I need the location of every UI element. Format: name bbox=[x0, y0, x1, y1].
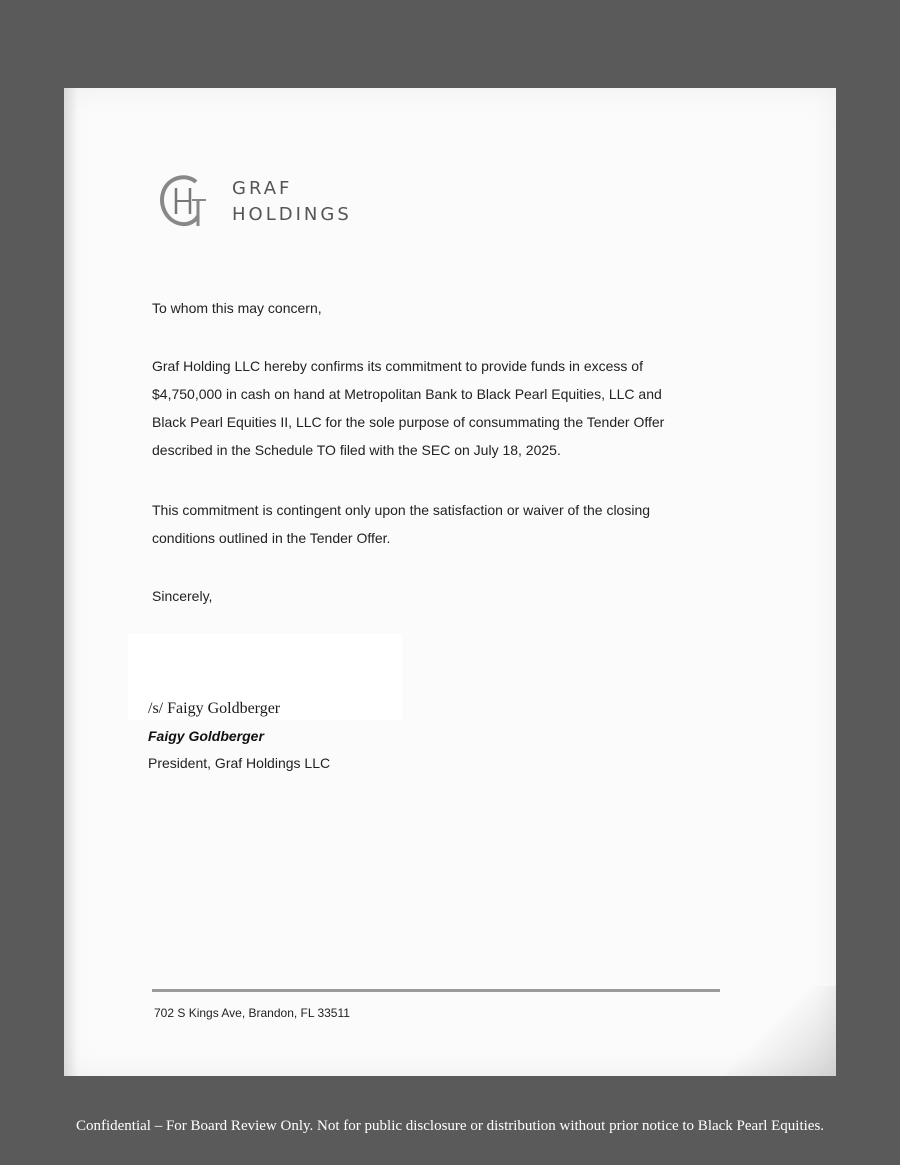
paper-corner-shadow bbox=[726, 986, 836, 1076]
company-logo bbox=[158, 170, 418, 230]
company-name-line1: GRAF bbox=[232, 178, 293, 199]
confidential-caption: Confidential – For Board Review Only. Not for public disclosure or distribution without prior notice to Black Pearl Equities. bbox=[75, 1118, 825, 1134]
footer-address: 702 S Kings Ave, Brandon, FL 33511 bbox=[154, 1006, 350, 1020]
signature-line: /s/ Faigy Goldberger bbox=[148, 700, 281, 717]
signer-title: President, Graf Holdings LLC bbox=[148, 755, 331, 771]
company-name-line2: HOLDINGS bbox=[232, 204, 352, 225]
closing: Sincerely, bbox=[152, 588, 213, 604]
letter-paper bbox=[64, 88, 836, 1076]
contingency-paragraph: This commitment is contingent only upon the satisfaction or waiver of the closing conditions outlined in the Tender Offer. bbox=[152, 502, 651, 546]
greeting: To whom this may concern, bbox=[152, 300, 322, 316]
signer-name: Faigy Goldberger bbox=[148, 728, 264, 744]
paper-edge-shadow bbox=[64, 88, 78, 1076]
commitment-paragraph: Graf Holding LLC hereby confirms its commitment to provide funds in excess of $4,750,000 in cash on hand at Metropolitan Bank to Black Pearl Equities, LLC and Black Pearl Equities II, LLC for the sole purpose of consummating the Tender Offer described in the Schedule TO filed with the SEC on July 18, 2025. bbox=[152, 358, 665, 458]
gh-monogram-icon bbox=[158, 170, 214, 230]
footer-divider bbox=[152, 989, 720, 992]
company-name bbox=[232, 176, 352, 228]
